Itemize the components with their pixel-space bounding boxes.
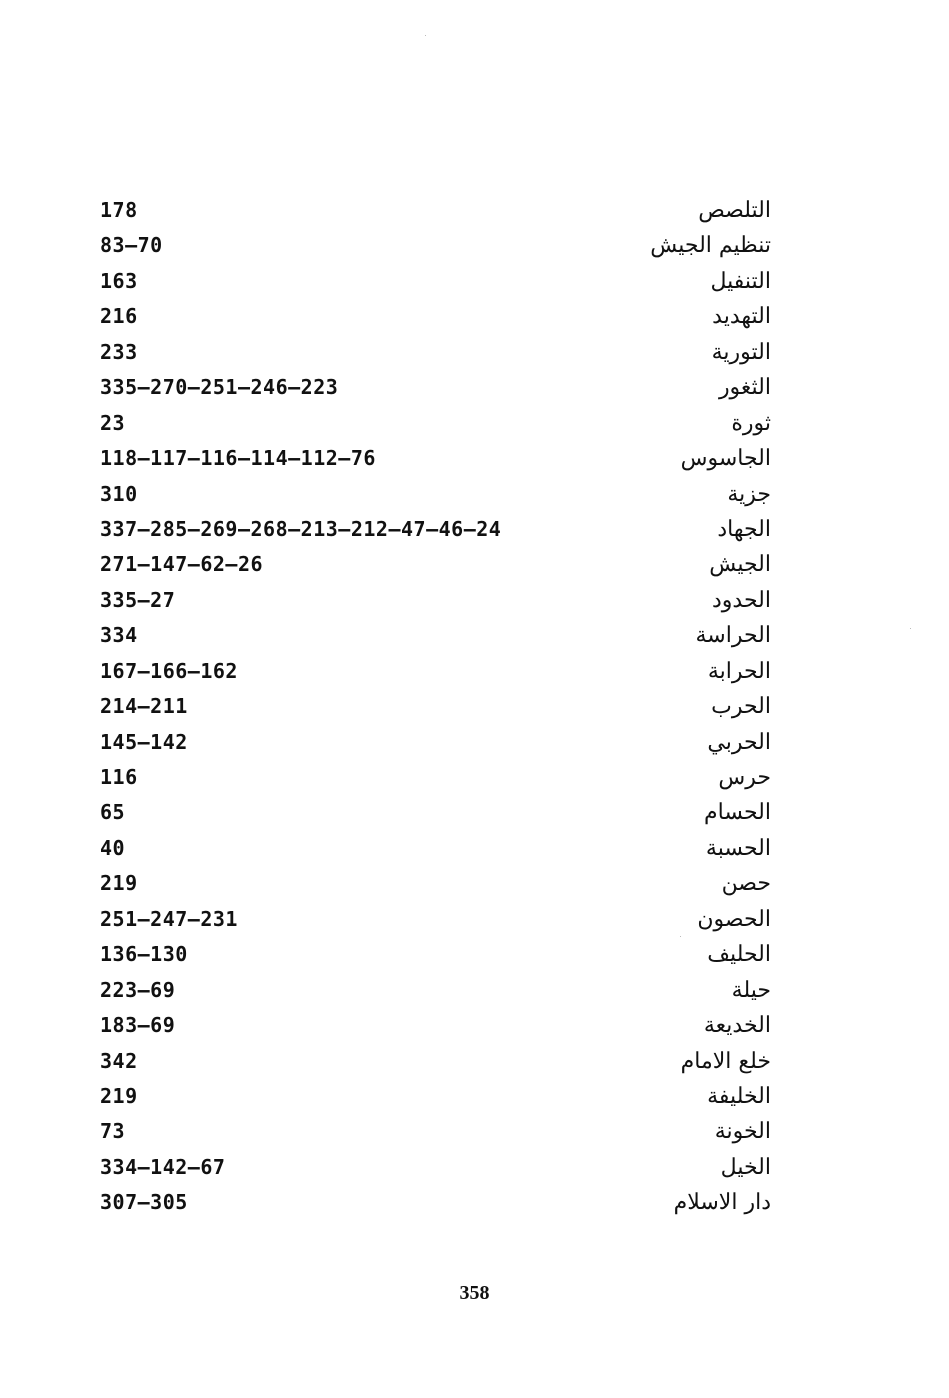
index-page-refs: 335–270–251–246–223 (100, 375, 339, 400)
index-term: الحرب (711, 694, 771, 720)
index-page-refs: 337–285–269–268–213–212–47–46–24 (100, 516, 502, 541)
index-term: الخليفة (707, 1083, 771, 1109)
index-entry (0, 338, 949, 373)
index-entry (0, 373, 949, 408)
index-page-refs: 223–69 (100, 977, 176, 1002)
index-entry (0, 940, 949, 975)
index-entry (0, 409, 949, 444)
index-entry (0, 515, 949, 550)
index-entry (0, 621, 949, 656)
index-page-refs: 310 (100, 481, 138, 506)
index-entry (0, 692, 949, 727)
index-entry (0, 834, 949, 869)
index-page-refs: 136–130 (100, 942, 188, 967)
scan-speck (425, 35, 426, 36)
index-term: الحراسة (695, 623, 771, 649)
index-term: الحسام (704, 800, 771, 826)
index-entry (0, 905, 949, 940)
index-term: الجيش (709, 552, 771, 578)
index-term: التلصص (698, 198, 771, 223)
index-page-refs: 233 (100, 339, 138, 364)
index-page-refs: 214–211 (100, 694, 188, 719)
index-term: دار الاسلام (673, 1190, 771, 1216)
index-page-refs: 251–247–231 (100, 906, 238, 931)
index-term: حرس (718, 765, 771, 790)
index-entry (0, 231, 949, 266)
index-entry (0, 1082, 949, 1117)
index-page-refs: 219 (100, 1083, 138, 1108)
index-entry (0, 1153, 949, 1188)
index-list (0, 196, 949, 1224)
index-entry (0, 302, 949, 337)
index-page-refs: 342 (100, 1048, 138, 1073)
index-page-refs: 116 (100, 765, 138, 789)
index-term: التورية (711, 339, 771, 365)
index-entry (0, 480, 949, 515)
index-page-refs: 219 (100, 871, 138, 896)
index-page-refs: 65 (100, 800, 126, 825)
index-page-refs: 334 (100, 623, 138, 648)
index-term: الخيل (720, 1154, 771, 1180)
index-entry (0, 444, 949, 479)
index-term: الحرابة (707, 658, 771, 684)
index-entry (0, 869, 949, 904)
index-entry (0, 267, 949, 302)
index-entry (0, 1117, 949, 1152)
index-page-refs: 73 (100, 1119, 126, 1144)
index-page-refs: 167–166–162 (100, 658, 238, 683)
index-term: تنظيم الجيش (650, 233, 771, 259)
index-page-refs: 307–305 (100, 1190, 188, 1215)
index-entry (0, 976, 949, 1011)
index-entry (0, 586, 949, 621)
index-entry (0, 728, 949, 763)
index-page-refs: 271–147–62–26 (100, 552, 264, 577)
index-entry (0, 657, 949, 692)
index-entry (0, 798, 949, 833)
index-term: جزية (727, 481, 771, 507)
index-term: حصن (721, 871, 771, 897)
index-page-refs: 216 (100, 304, 138, 329)
index-page-refs: 183–69 (100, 1013, 176, 1038)
index-term: التنفيل (710, 268, 771, 294)
index-page-refs: 178 (100, 198, 138, 222)
page-number: 358 (459, 1282, 490, 1304)
index-term: الحصون (697, 906, 771, 932)
index-page-refs: 163 (100, 268, 138, 293)
index-entry (0, 763, 949, 798)
index-entry (0, 196, 949, 231)
index-term: التهديد (712, 304, 771, 330)
index-page-refs: 40 (100, 835, 126, 860)
index-term: حيلة (731, 977, 771, 1003)
index-term: الجهاد (717, 516, 771, 542)
index-entry (0, 1011, 949, 1046)
index-term: الخونة (714, 1119, 771, 1145)
index-page-refs: 23 (100, 410, 126, 435)
index-term: الحربي (707, 729, 771, 755)
index-page-refs: 334–142–67 (100, 1154, 226, 1179)
index-page-refs: 145–142 (100, 729, 188, 754)
index-page-refs: 335–27 (100, 587, 176, 612)
index-term: الحسبة (705, 835, 771, 861)
index-term: الخديعة (703, 1013, 771, 1039)
index-term: خلع الامام (680, 1048, 771, 1074)
index-page-refs: 118–117–116–114–112–76 (100, 446, 376, 471)
index-term: الحليف (707, 942, 771, 968)
index-entry (0, 1188, 949, 1223)
index-page-refs: 83–70 (100, 233, 163, 258)
index-term: الجاسوس (680, 446, 771, 472)
index-entry (0, 550, 949, 585)
index-term: ثورة (731, 410, 771, 436)
index-term: الثغور (718, 375, 771, 401)
index-entry (0, 1047, 949, 1082)
index-term: الحدود (712, 587, 771, 613)
